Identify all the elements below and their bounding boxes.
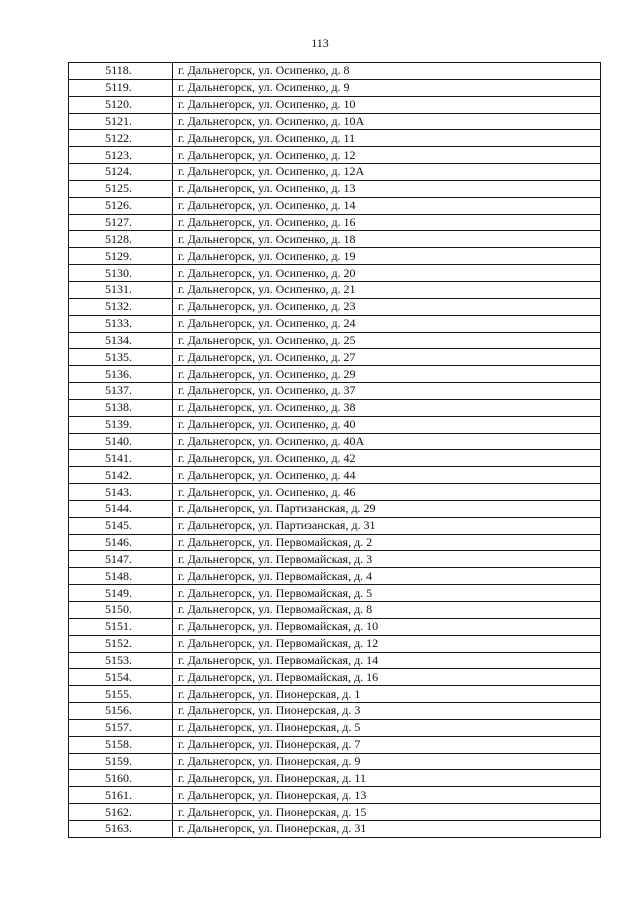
table-row <box>69 231 601 248</box>
row-address: г. Дальнегорск, ул. Первомайская, д. 8 <box>173 602 601 619</box>
table-row <box>69 652 601 669</box>
row-address: г. Дальнегорск, ул. Осипенко, д. 18 <box>173 231 601 248</box>
row-address: г. Дальнегорск, ул. Осипенко, д. 14 <box>173 197 601 214</box>
row-number: 5153. <box>69 652 173 669</box>
row-address: г. Дальнегорск, ул. Партизанская, д. 29 <box>173 500 601 517</box>
row-address: г. Дальнегорск, ул. Первомайская, д. 3 <box>173 551 601 568</box>
table-row <box>69 820 601 837</box>
table-row <box>69 79 601 96</box>
row-address: г. Дальнегорск, ул. Осипенко, д. 25 <box>173 332 601 349</box>
row-address: г. Дальнегорск, ул. Осипенко, д. 12 <box>173 147 601 164</box>
row-number: 5119. <box>69 79 173 96</box>
row-number: 5128. <box>69 231 173 248</box>
row-address: г. Дальнегорск, ул. Партизанская, д. 31 <box>173 517 601 534</box>
row-number: 5126. <box>69 197 173 214</box>
row-address: г. Дальнегорск, ул. Осипенко, д. 13 <box>173 180 601 197</box>
table-row <box>69 416 601 433</box>
row-address: г. Дальнегорск, ул. Осипенко, д. 24 <box>173 315 601 332</box>
row-number: 5123. <box>69 147 173 164</box>
row-number: 5150. <box>69 602 173 619</box>
row-number: 5146. <box>69 534 173 551</box>
table-row <box>69 113 601 130</box>
row-address: г. Дальнегорск, ул. Осипенко, д. 12А <box>173 164 601 181</box>
row-number: 5138. <box>69 399 173 416</box>
row-address: г. Дальнегорск, ул. Первомайская, д. 5 <box>173 585 601 602</box>
table-row <box>69 736 601 753</box>
row-address: г. Дальнегорск, ул. Первомайская, д. 12 <box>173 635 601 652</box>
table-row <box>69 703 601 720</box>
table-row <box>69 281 601 298</box>
row-number: 5118. <box>69 63 173 80</box>
row-address: г. Дальнегорск, ул. Осипенко, д. 19 <box>173 248 601 265</box>
row-address: г. Дальнегорск, ул. Пионерская, д. 1 <box>173 686 601 703</box>
table-row <box>69 568 601 585</box>
row-number: 5162. <box>69 804 173 821</box>
row-number: 5139. <box>69 416 173 433</box>
table-row <box>69 534 601 551</box>
table-row <box>69 719 601 736</box>
row-address: г. Дальнегорск, ул. Первомайская, д. 10 <box>173 618 601 635</box>
table-row <box>69 214 601 231</box>
table-row <box>69 804 601 821</box>
table-row <box>69 315 601 332</box>
row-address: г. Дальнегорск, ул. Пионерская, д. 5 <box>173 719 601 736</box>
row-address: г. Дальнегорск, ул. Осипенко, д. 38 <box>173 399 601 416</box>
row-number: 5131. <box>69 281 173 298</box>
table-row <box>69 753 601 770</box>
table-row <box>69 332 601 349</box>
row-address: г. Дальнегорск, ул. Осипенко, д. 42 <box>173 450 601 467</box>
row-address: г. Дальнегорск, ул. Осипенко, д. 46 <box>173 484 601 501</box>
row-number: 5160. <box>69 770 173 787</box>
row-address: г. Дальнегорск, ул. Осипенко, д. 10 <box>173 96 601 113</box>
table-row <box>69 197 601 214</box>
row-number: 5149. <box>69 585 173 602</box>
row-number: 5124. <box>69 164 173 181</box>
table-row <box>69 635 601 652</box>
row-address: г. Дальнегорск, ул. Осипенко, д. 44 <box>173 467 601 484</box>
row-number: 5145. <box>69 517 173 534</box>
row-address: г. Дальнегорск, ул. Осипенко, д. 21 <box>173 281 601 298</box>
row-number: 5141. <box>69 450 173 467</box>
row-number: 5148. <box>69 568 173 585</box>
address-table-body <box>69 63 601 838</box>
table-row <box>69 147 601 164</box>
row-number: 5157. <box>69 719 173 736</box>
row-address: г. Дальнегорск, ул. Осипенко, д. 16 <box>173 214 601 231</box>
table-row <box>69 450 601 467</box>
row-number: 5154. <box>69 669 173 686</box>
table-row <box>69 248 601 265</box>
row-address: г. Дальнегорск, ул. Первомайская, д. 14 <box>173 652 601 669</box>
table-row <box>69 164 601 181</box>
table-row <box>69 349 601 366</box>
table-row <box>69 686 601 703</box>
row-address: г. Дальнегорск, ул. Пионерская, д. 9 <box>173 753 601 770</box>
row-address: г. Дальнегорск, ул. Осипенко, д. 37 <box>173 383 601 400</box>
row-address: г. Дальнегорск, ул. Осипенко, д. 8 <box>173 63 601 80</box>
row-address: г. Дальнегорск, ул. Осипенко, д. 27 <box>173 349 601 366</box>
row-number: 5159. <box>69 753 173 770</box>
table-row <box>69 669 601 686</box>
table-row <box>69 265 601 282</box>
row-number: 5161. <box>69 787 173 804</box>
row-number: 5152. <box>69 635 173 652</box>
row-number: 5142. <box>69 467 173 484</box>
row-number: 5140. <box>69 433 173 450</box>
row-address: г. Дальнегорск, ул. Осипенко, д. 20 <box>173 265 601 282</box>
row-address: г. Дальнегорск, ул. Осипенко, д. 9 <box>173 79 601 96</box>
row-number: 5121. <box>69 113 173 130</box>
row-number: 5127. <box>69 214 173 231</box>
table-row <box>69 551 601 568</box>
table-row <box>69 484 601 501</box>
row-address: г. Дальнегорск, ул. Пионерская, д. 3 <box>173 703 601 720</box>
table-row <box>69 96 601 113</box>
row-address: г. Дальнегорск, ул. Осипенко, д. 29 <box>173 366 601 383</box>
table-row <box>69 180 601 197</box>
table-row <box>69 500 601 517</box>
row-number: 5144. <box>69 500 173 517</box>
row-number: 5129. <box>69 248 173 265</box>
row-address: г. Дальнегорск, ул. Пионерская, д. 13 <box>173 787 601 804</box>
table-row <box>69 517 601 534</box>
row-number: 5132. <box>69 298 173 315</box>
table-row <box>69 585 601 602</box>
row-address: г. Дальнегорск, ул. Осипенко, д. 11 <box>173 130 601 147</box>
table-row <box>69 399 601 416</box>
row-address: г. Дальнегорск, ул. Осипенко, д. 40А <box>173 433 601 450</box>
row-number: 5122. <box>69 130 173 147</box>
row-number: 5125. <box>69 180 173 197</box>
row-number: 5134. <box>69 332 173 349</box>
table-row <box>69 383 601 400</box>
row-number: 5130. <box>69 265 173 282</box>
row-number: 5137. <box>69 383 173 400</box>
row-number: 5147. <box>69 551 173 568</box>
table-row <box>69 366 601 383</box>
table-row <box>69 63 601 80</box>
row-address: г. Дальнегорск, ул. Осипенко, д. 40 <box>173 416 601 433</box>
table-row <box>69 602 601 619</box>
row-address: г. Дальнегорск, ул. Пионерская, д. 31 <box>173 820 601 837</box>
row-number: 5155. <box>69 686 173 703</box>
table-row <box>69 770 601 787</box>
row-number: 5120. <box>69 96 173 113</box>
row-address: г. Дальнегорск, ул. Пионерская, д. 7 <box>173 736 601 753</box>
row-address: г. Дальнегорск, ул. Пионерская, д. 11 <box>173 770 601 787</box>
row-address: г. Дальнегорск, ул. Пионерская, д. 15 <box>173 804 601 821</box>
table-row <box>69 787 601 804</box>
row-address: г. Дальнегорск, ул. Осипенко, д. 10А <box>173 113 601 130</box>
row-number: 5135. <box>69 349 173 366</box>
row-number: 5151. <box>69 618 173 635</box>
table-row <box>69 130 601 147</box>
table-row <box>69 467 601 484</box>
row-number: 5163. <box>69 820 173 837</box>
table-row <box>69 298 601 315</box>
row-address: г. Дальнегорск, ул. Первомайская, д. 16 <box>173 669 601 686</box>
row-number: 5136. <box>69 366 173 383</box>
row-number: 5156. <box>69 703 173 720</box>
address-table <box>68 62 601 838</box>
row-number: 5133. <box>69 315 173 332</box>
row-number: 5143. <box>69 484 173 501</box>
row-address: г. Дальнегорск, ул. Первомайская, д. 4 <box>173 568 601 585</box>
row-address: г. Дальнегорск, ул. Первомайская, д. 2 <box>173 534 601 551</box>
row-address: г. Дальнегорск, ул. Осипенко, д. 23 <box>173 298 601 315</box>
page-number: 113 <box>311 36 329 50</box>
table-row <box>69 618 601 635</box>
row-number: 5158. <box>69 736 173 753</box>
table-row <box>69 433 601 450</box>
